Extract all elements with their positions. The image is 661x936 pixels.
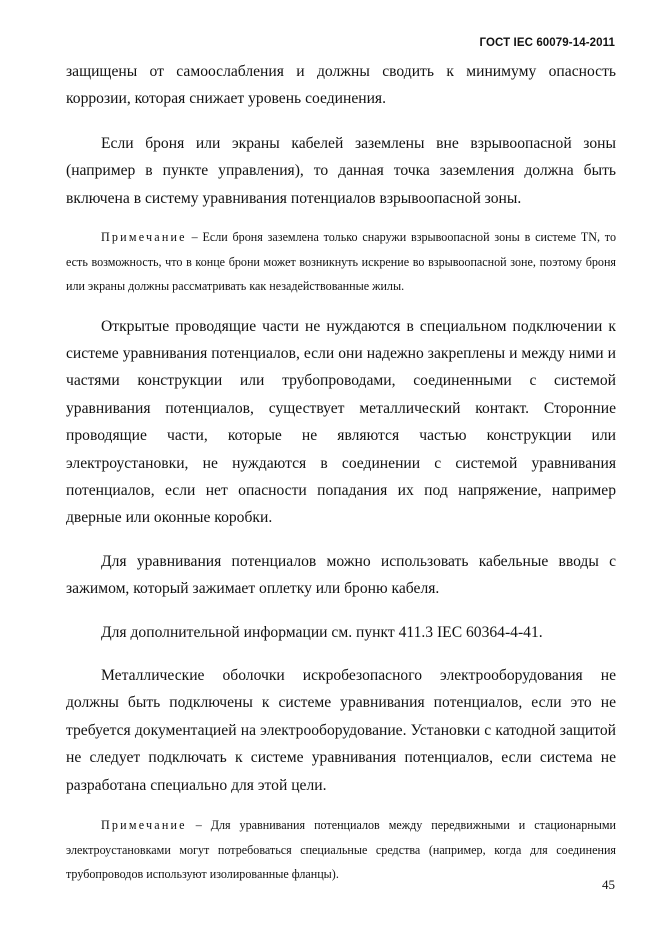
paragraph-armor-grounding: Если броня или экраны кабелей заземлены вне взрывоопасной зоны (например в пункте управления), то данная точка заземления должна быть включена в систему уравнивания потенциалов взрывоопасной зоны.	[66, 134, 616, 207]
note-text: – Для уравнивания потенциалов между передвижными и стационарными электроустановками могут потребоваться специальные средства (например, когда для соединения трубопроводов используют изолированные фланцы).	[66, 818, 616, 882]
document-code-header: ГОСТ IEC 60079-14-2011	[479, 37, 615, 49]
paragraph-continuation: защищены от самоослабления и должны сводить к минимуму опасность коррозии, которая снижает уровень соединения.	[66, 63, 616, 108]
note-label: Примечание	[101, 818, 187, 833]
paragraph-additional-info: Для дополнительной информации см. пункт 411.3 IEC 60364-4-41.	[101, 623, 543, 641]
paragraph-intrinsically-safe-enclosures: Металлические оболочки искробезопасного электрооборудования не должны быть подключены к системе уравнивания потенциалов, если это не требуется документацией на электрооборудование. Установки с катодной защитой не следует подключать к системе уравнивания потенциалов, если система не разработана специально для этой цели.	[66, 667, 616, 794]
paragraph-exposed-conductive-parts: Открытые проводящие части не нуждаются в специальном подключении к системе уравнивания потенциалов, если они надежно закреплены и между ними и частями конструкции или трубопроводами, соединенными с системой уравнивания потенциалов, существует металлический контакт. Сторонние проводящие части, которые не являются частью конструкции или электроустановки, не нуждаются в соединении с системой уравнивания потенциалов, если нет опасности попадания их под напряжение, например дверные или оконные коробки.	[66, 317, 616, 527]
paragraph-cable-glands: Для уравнивания потенциалов можно использовать кабельные вводы с зажимом, который зажимает оплетку или броню кабеля.	[66, 552, 616, 598]
note-mobile-installations	[66, 813, 616, 887]
page-number: 45	[602, 877, 615, 892]
page-body	[66, 58, 616, 887]
note-label: Примечание	[101, 230, 187, 245]
note-armor-tn-system	[66, 225, 616, 299]
note-text: – Если броня заземлена только снаружи взрывоопасной зоны в системе TN, то есть возможность, что в конце брони может возникнуть искрение во взрывоопасной зоне, поэтому броня или экраны должны рассматривать как незадействованные жилы.	[66, 230, 616, 294]
